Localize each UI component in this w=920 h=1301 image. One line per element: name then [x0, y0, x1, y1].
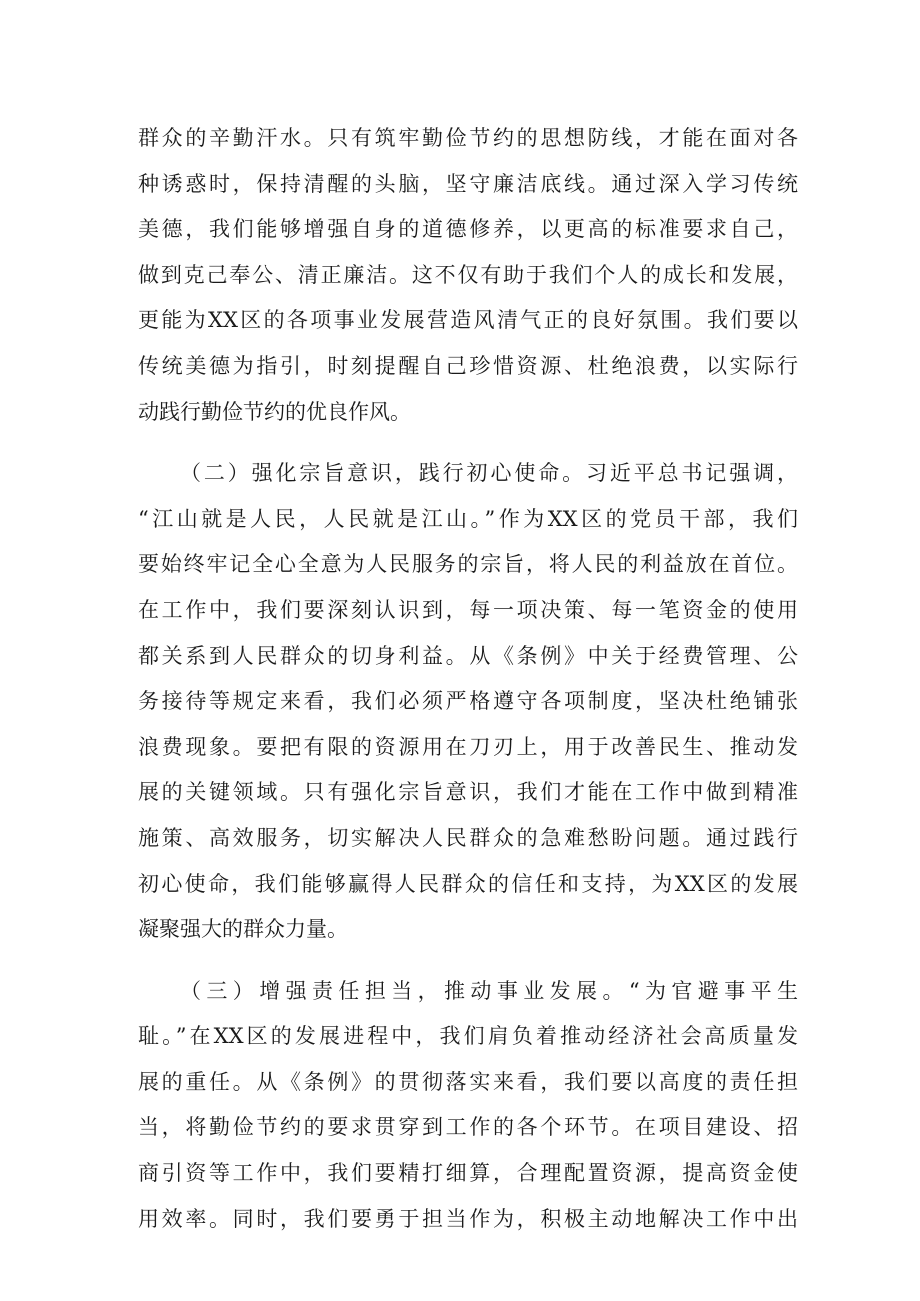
paragraph-1: [138, 116, 798, 435]
paragraph-line: 动践行勤俭节约的优良作风。: [138, 399, 411, 424]
paragraph-line: 初心使命，我们能够赢得人民群众的信任和支持，为XX区的发展: [138, 871, 798, 896]
paragraph-line: 施策、高效服务，切实解决人民群众的急难愁盼问题。通过践行: [138, 825, 798, 850]
paragraph-line: 展的重任。从《条例》的贯彻落实来看，我们要以高度的责任担: [138, 1069, 798, 1094]
paragraph-line: 商引资等工作中，我们要精打细算，合理配置资源，提高资金使: [138, 1161, 798, 1186]
paragraph-line: 更能为XX区的各项事业发展营造风清气正的良好氛围。我们要以: [138, 308, 798, 333]
body-text: [138, 116, 798, 1242]
paragraph-line: 群众的辛勤汗水。只有筑牢勤俭节约的思想防线，才能在面对各: [138, 126, 798, 150]
paragraph-gap: [138, 435, 798, 451]
paragraph-line: 做到克己奉公、清正廉洁。这不仅有助于我们个人的成长和发展，: [138, 262, 798, 287]
paragraph-line: 务接待等规定来看，我们必须严格遵守各项制度，坚决杜绝铺张: [138, 689, 798, 714]
paragraph-line: 展的关键领域。只有强化宗旨意识，我们才能在工作中做到精准: [138, 780, 798, 805]
paragraph-line: 耻。”在XX区的发展进程中，我们肩负着推动经济社会高质量发: [138, 1024, 798, 1049]
paragraph-line: 传统美德为指引，时刻提醒自己珍惜资源、杜绝浪费，以实际行: [138, 353, 798, 378]
paragraph-line: 浪费现象。要把有限的资源用在刀刃上，用于改善民生、推动发: [138, 734, 798, 759]
paragraph-line: 美德，我们能够增强自身的道德修养，以更高的标准要求自己，: [138, 217, 798, 242]
paragraph-line: 凝聚强大的群众力量。: [138, 917, 348, 942]
paragraph-3: [138, 969, 798, 1243]
paragraph-line: 种诱惑时，保持清醒的头脑，坚守廉洁底线。通过深入学习传统: [138, 171, 798, 196]
paragraph-line: 在工作中，我们要深刻认识到，每一项决策、每一笔资金的使用: [138, 597, 798, 622]
paragraph-line: 当，将勤俭节约的要求贯穿到工作的各个环节。在项目建设、招: [138, 1115, 798, 1140]
paragraph-line: （三）增强责任担当，推动事业发展。“为官避事平生: [180, 978, 798, 1003]
paragraph-gap: [138, 953, 798, 969]
paragraph-line: （二）强化宗旨意识，践行初心使命。习近平总书记强调，: [180, 461, 798, 486]
paragraph-line: 都关系到人民群众的切身利益。从《条例》中关于经费管理、公: [138, 643, 798, 668]
paragraph-line: 用效率。同时，我们要勇于担当作为，积极主动地解决工作中出: [138, 1206, 798, 1231]
paragraph-2: [138, 451, 798, 953]
paragraph-line: “江山就是人民，人民就是江山。”作为XX区的党员干部，我们: [138, 506, 798, 531]
paragraph-line: 要始终牢记全心全意为人民服务的宗旨，将人民的利益放在首位。: [138, 552, 798, 577]
